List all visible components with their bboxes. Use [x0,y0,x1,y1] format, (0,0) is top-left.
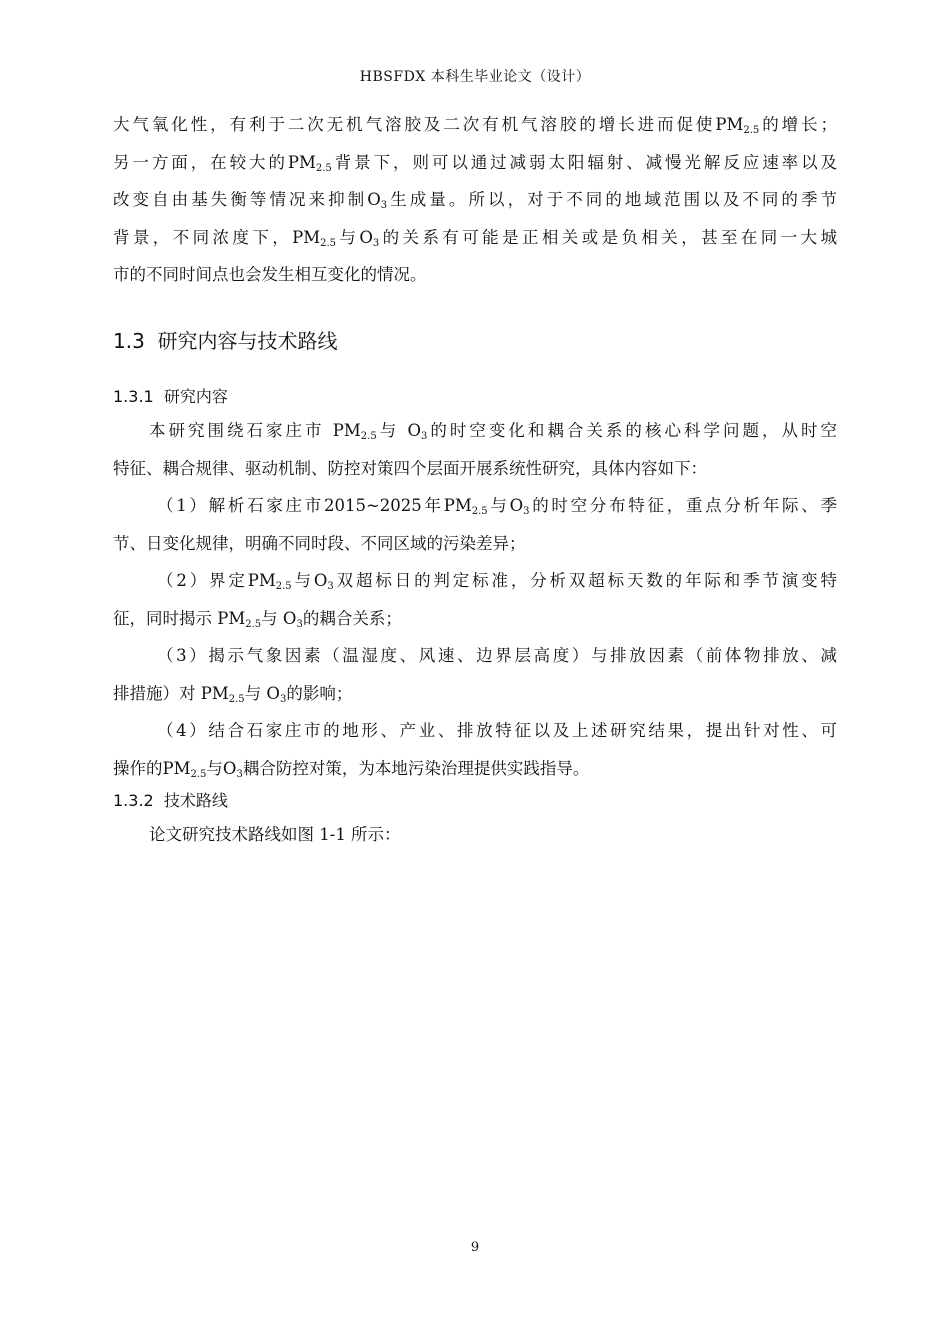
text-line [113,262,427,288]
subscript: 3 [279,693,287,705]
text-run: 的时空分布特征，重点分析年际、季 [529,496,838,515]
text-run: 节、日变化规律，明确不同时段、不同区域的污染差异； [113,533,526,553]
subscript: 2.5 [360,431,377,442]
text-run: 征，同时揭示 PM [113,608,246,628]
text-line [113,225,837,251]
text-run: 与 O [261,608,297,628]
text-line [113,681,352,707]
subscript: 3 [296,618,303,630]
section-heading [113,325,338,354]
subscript: 3 [327,581,334,592]
text-run: 耦合防控对策，为本地污染治理提供实践指导。 [242,758,590,778]
text-run: 操作的PM [113,758,191,778]
text-line [113,756,589,782]
text-line [157,718,837,744]
text-run: （3）揭示气象因素（温湿度、风速、边界层高度）与排放因素（前体物排放、减 [157,646,837,665]
text-line [113,187,837,213]
text-line [113,150,837,176]
subsection-number: 1.3.2 [113,791,154,810]
subscript: 3 [523,506,530,517]
text-run: 背景下，则可以通过减弱太阳辐射、减慢光解反应速率以及 [331,152,838,172]
section-number: 1.3 [113,329,145,353]
section-title: 研究内容与技术路线 [157,329,338,353]
text-line [113,456,707,482]
text-run: 与 O [244,683,280,703]
subscript: 2.5 [320,237,337,249]
subscript: 2.5 [743,125,760,136]
text-run: （4）结合石家庄市的地形、产业、排放特征以及上述研究结果，提出针对性、可 [157,721,837,740]
subsection-heading-technical-route [113,788,228,811]
text-run: 排措施）对 PM [113,683,229,703]
text-run: 生成量。所以，对于不同的地域范围以及不同的季节 [387,190,838,209]
text-run: 背景，不同浓度下，PM [113,227,321,247]
text-run: 的时空变化和耦合关系的核心科学问题，从时空 [427,421,837,440]
subsection-heading-research-content [113,384,228,407]
text-line [113,531,526,557]
text-run: （1）解析石家庄市2015~2025年PM [157,496,472,515]
text-run: 与O [291,571,328,590]
text-run: 的耦合关系； [302,608,402,628]
subscript: 3 [421,431,428,442]
text-run: 改变自由基失衡等情况来抑制O [113,190,381,209]
text-line [157,493,837,519]
subscript: 3 [372,237,380,249]
text-run: 与O [206,758,237,778]
subscript: 2.5 [315,162,332,174]
text-line [149,418,837,444]
subscript: 3 [236,768,243,780]
text-run: 的关系有可能是正相关或是负相关，甚至在同一大城 [379,227,838,247]
subscript: 2.5 [471,506,488,517]
text-run: 与O [336,227,373,247]
page-number: 9 [470,1240,480,1255]
text-run: 与 O [376,421,421,440]
subsection-number: 1.3.1 [113,387,154,406]
subscript: 2.5 [190,768,207,780]
route-text: 论文研究技术路线如图 1-1 所示： [149,825,401,844]
text-run: 特征、耦合规律、驱动机制、防控对策四个层面开展系统性研究，具体内容如下： [113,458,707,478]
text-line [157,643,837,669]
subscript: 2.5 [228,693,245,705]
text-line [113,112,837,138]
text-run: 本研究围绕石家庄市 PM [149,421,361,440]
text-run: （2）界定PM [157,571,276,590]
text-run: 大气氧化性，有利于二次无机气溶胶及二次有机气溶胶的增长进而促使PM [113,115,744,134]
text-run: 双超标日的判定标准，分析双超标天数的年际和季节演变特 [333,571,838,590]
text-run: 另一方面，在较大的PM [113,152,316,172]
text-line [157,568,837,594]
page-header: HBSFDX 本科生毕业论文（设计） [359,69,591,85]
text-run: 市的不同时间点也会发生相互变化的情况。 [113,265,427,284]
subscript: 2.5 [275,581,292,592]
subscript: 3 [380,200,388,211]
text-run: 的影响； [286,683,353,703]
text-line [113,606,402,632]
text-run: 的增长； [759,115,838,134]
text-run: 与O [487,496,524,515]
subsection-title: 技术路线 [163,791,228,810]
subscript: 2.5 [245,618,262,630]
subsection-title: 研究内容 [163,387,228,406]
